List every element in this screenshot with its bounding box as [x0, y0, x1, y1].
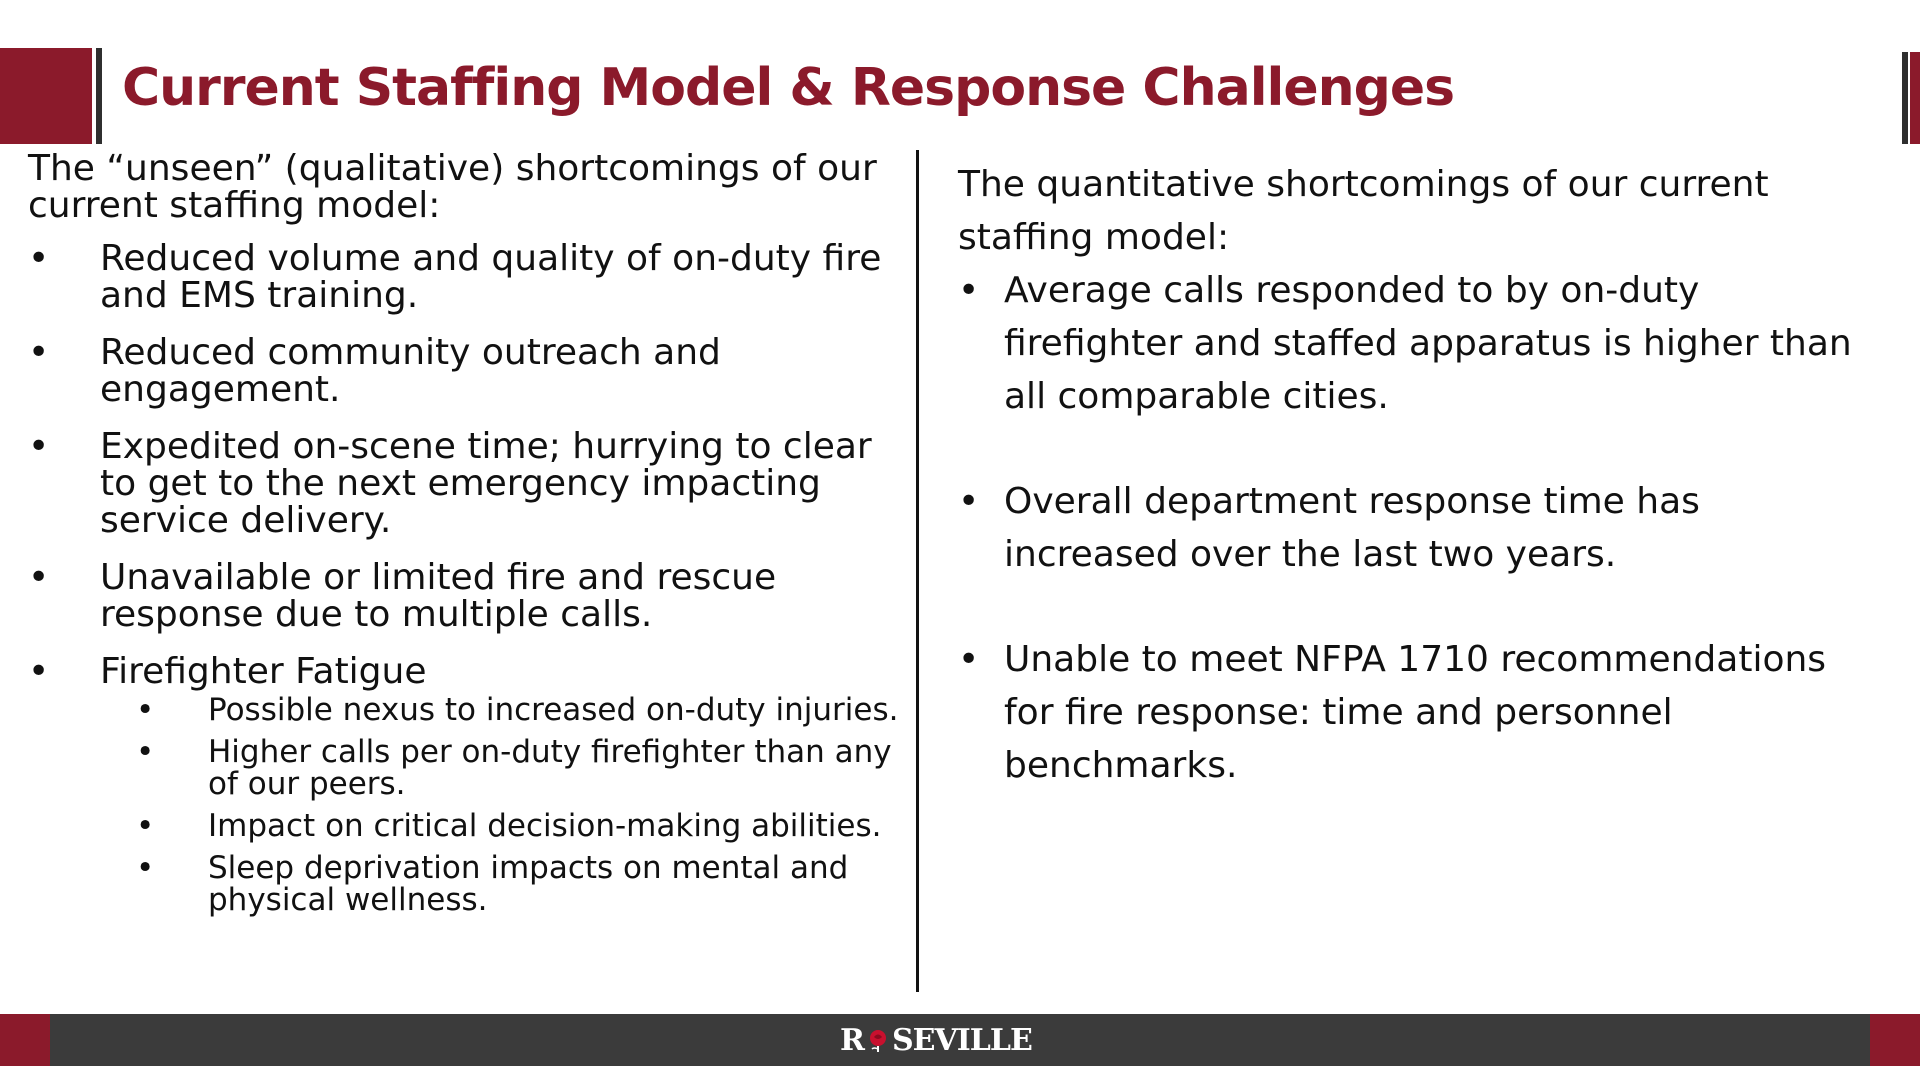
- bottom-strip: [0, 1066, 1920, 1080]
- bullet-icon: •: [136, 734, 155, 770]
- sub-list-item-text: Possible nexus to increased on-duty injuries.: [208, 692, 899, 728]
- quantitative-column: [958, 158, 1868, 844]
- list-item-text: Unable to meet NFPA 1710 recommendations for fire response: time and personnel benchmarks.: [1004, 639, 1827, 786]
- list-item: [28, 559, 908, 633]
- rose-icon: [865, 1027, 891, 1053]
- list-item-text: Unavailable or limited fire and rescue response due to multiple calls.: [100, 557, 777, 635]
- title-accent-block: [0, 48, 92, 144]
- list-item: [958, 633, 1868, 792]
- quantitative-intro: The quantitative shortcomings of our current staffing model:: [958, 164, 1769, 258]
- qualitative-list: [28, 240, 908, 916]
- title-accent-rule: [96, 48, 102, 144]
- list-item-text: Expedited on-scene time; hurrying to clear to get to the next emergency impacting service delivery.: [100, 426, 872, 541]
- logo-text-end: SEVILLE: [891, 1022, 1032, 1058]
- quantitative-list: [958, 264, 1868, 792]
- sub-list-item-text: Higher calls per on-duty firefighter than any of our peers.: [208, 734, 892, 802]
- bullet-icon: •: [28, 651, 50, 692]
- bullet-icon: •: [958, 639, 980, 680]
- list-item: [28, 428, 908, 539]
- sub-list-item: [28, 694, 908, 726]
- list-item: [28, 240, 908, 314]
- logo-text-start: R: [840, 1022, 864, 1058]
- list-item-text: Average calls responded to by on-duty firefighter and staffed apparatus is higher than all comparable cities.: [1004, 270, 1852, 417]
- footer-bar: [0, 1014, 1920, 1066]
- sub-list-item: [28, 736, 908, 800]
- roseville-logo: [840, 1022, 1032, 1058]
- sub-list-item-text: Sleep deprivation impacts on mental and physical wellness.: [208, 850, 849, 918]
- title-right-accent-block: [1910, 52, 1920, 144]
- bullet-icon: •: [958, 481, 980, 522]
- list-item-text: Firefighter Fatigue: [100, 651, 427, 692]
- list-item: [28, 653, 908, 916]
- fatigue-sub-list: [28, 694, 908, 916]
- bullet-icon: •: [28, 557, 50, 598]
- bullet-icon: •: [28, 426, 50, 467]
- footer-right-accent: [1870, 1014, 1920, 1066]
- slide-title: Current Staffing Model & Response Challenges: [122, 58, 1455, 118]
- bullet-icon: •: [958, 270, 980, 311]
- title-right-accent-rule: [1902, 52, 1908, 144]
- sub-list-item-text: Impact on critical decision-making abilities.: [208, 808, 882, 844]
- sub-list-item: [28, 810, 908, 842]
- bullet-icon: •: [136, 808, 155, 844]
- sub-list-item: [28, 852, 908, 916]
- list-item-text: Overall department response time has increased over the last two years.: [1004, 481, 1700, 575]
- list-item-text: Reduced community outreach and engagement.: [100, 332, 721, 410]
- column-divider: [916, 150, 919, 992]
- qualitative-intro: The “unseen” (qualitative) shortcomings of our current staffing model:: [28, 148, 877, 226]
- bullet-icon: •: [28, 238, 50, 279]
- bullet-icon: •: [136, 850, 155, 886]
- qualitative-column: [28, 150, 908, 936]
- bullet-icon: •: [136, 692, 155, 728]
- bullet-icon: •: [28, 332, 50, 373]
- list-item-text: Reduced volume and quality of on-duty fire and EMS training.: [100, 238, 882, 316]
- list-item: [28, 334, 908, 408]
- list-item: [958, 264, 1868, 423]
- list-item: [958, 475, 1868, 581]
- footer-left-accent: [0, 1014, 50, 1066]
